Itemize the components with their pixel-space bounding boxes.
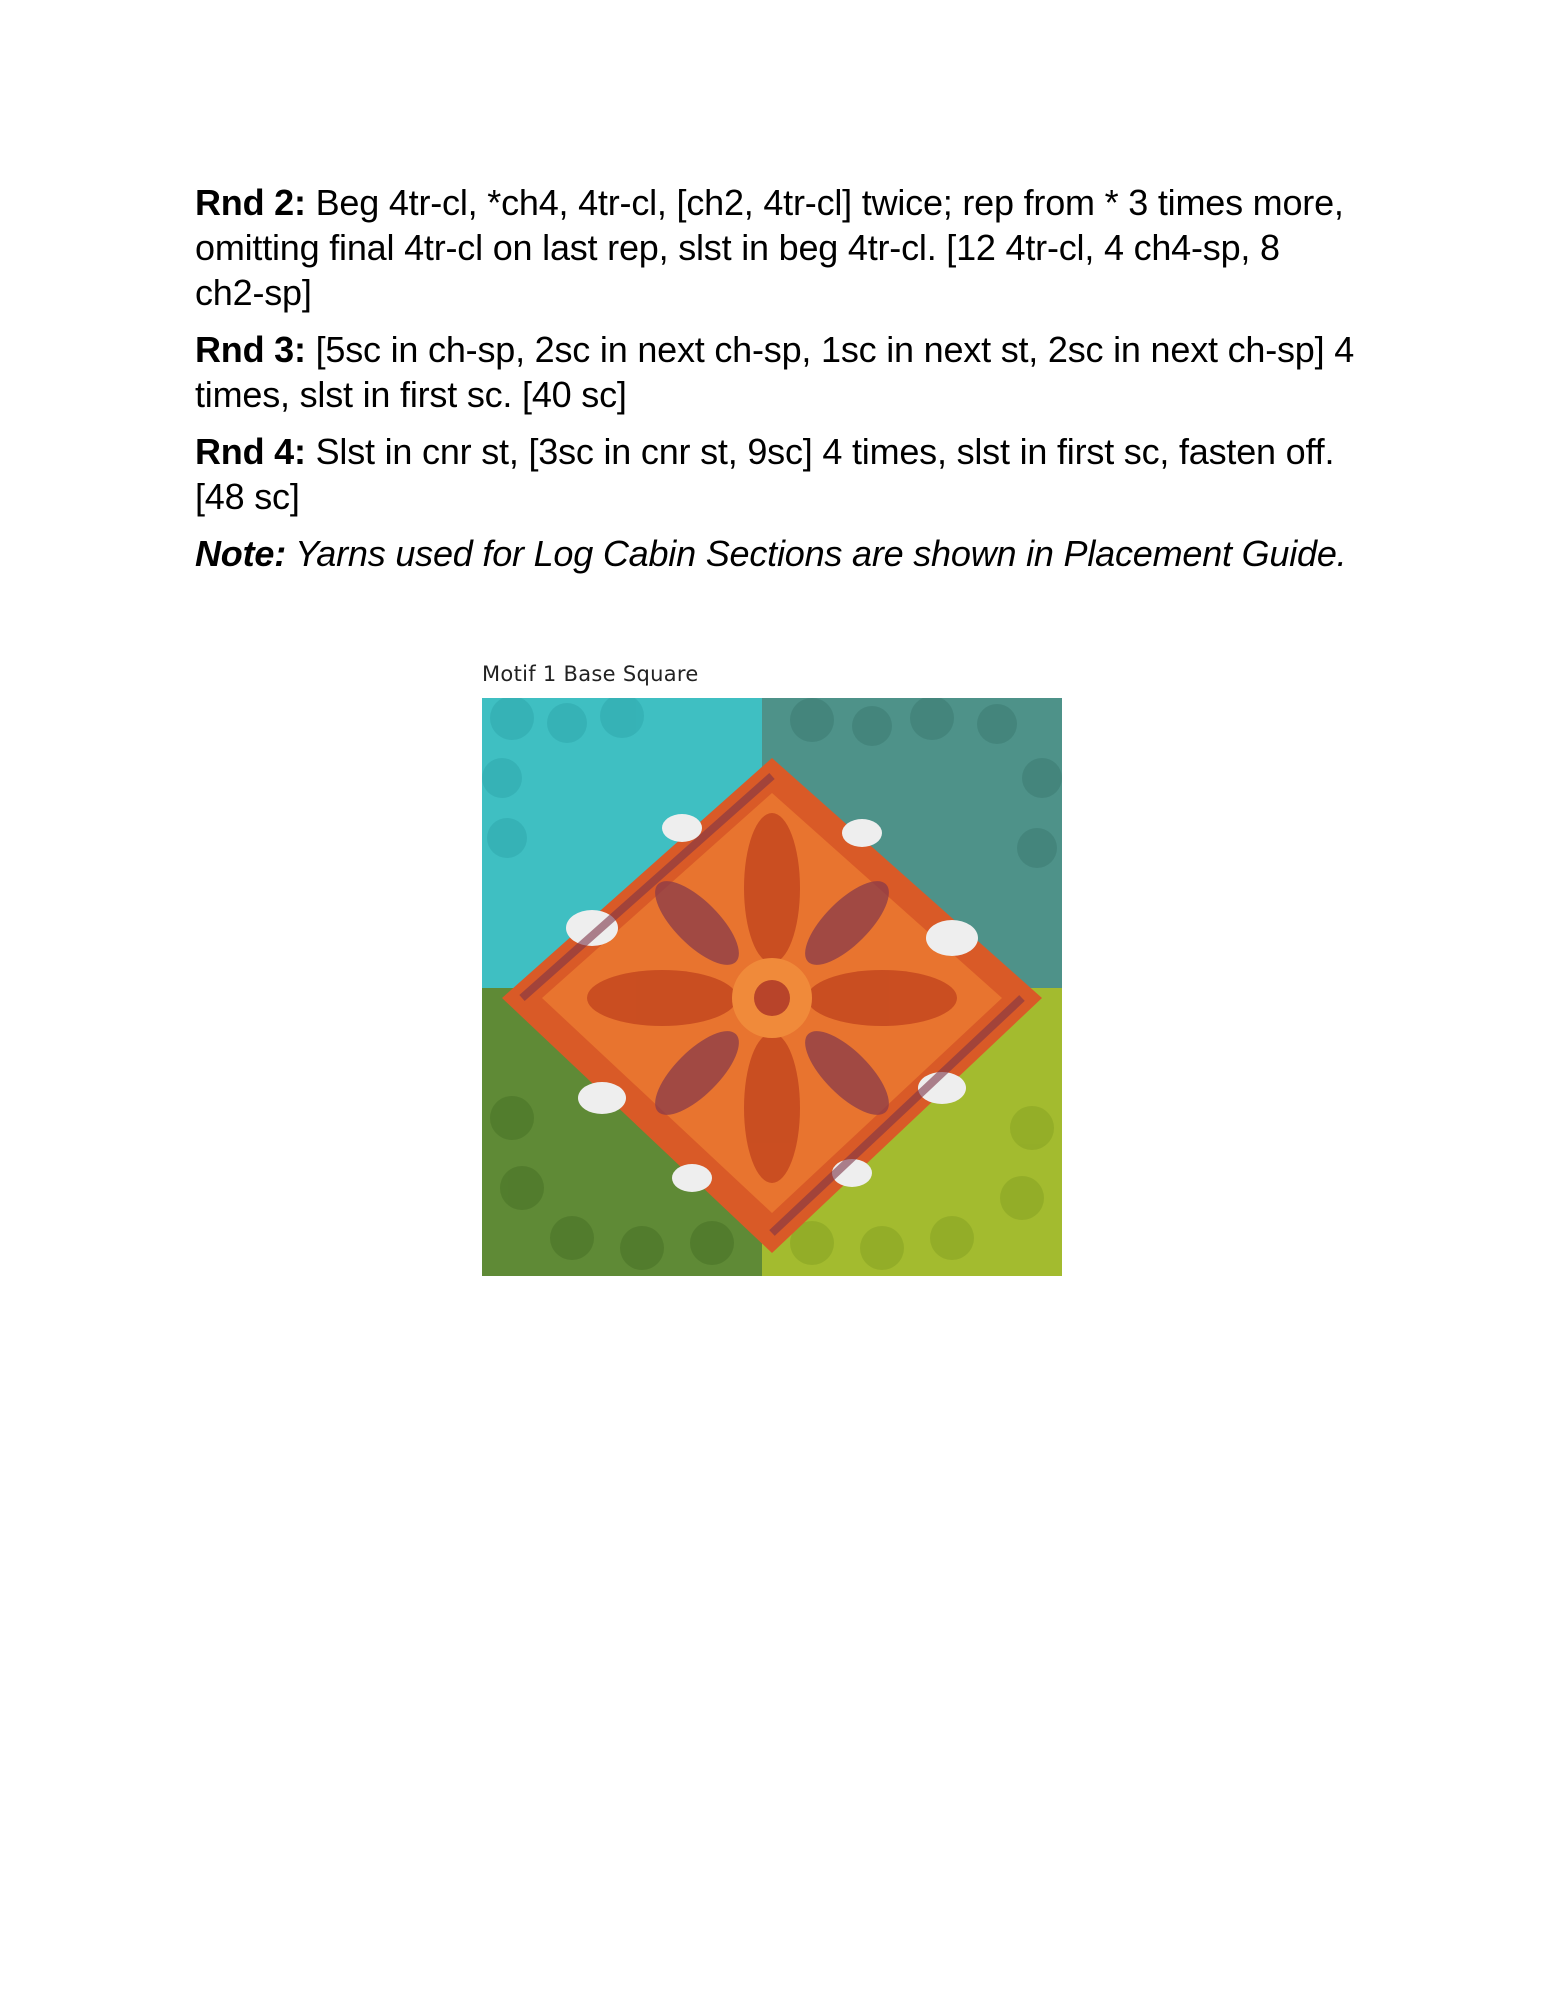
round-2-text: Beg 4tr-cl, *ch4, 4tr-cl, [ch2, 4tr-cl] twice; rep from * 3 times more, omitting final 4tr-cl on last rep, slst in beg 4tr-cl. [12 4tr-cl, 4 ch4-sp, 8 ch2-sp]	[195, 182, 1344, 313]
note-label: Note:	[195, 533, 286, 574]
instructions-block	[195, 180, 1355, 588]
figure-caption: Motif 1 Base Square	[482, 662, 699, 686]
motif-figure	[482, 660, 1062, 1276]
round-2-instruction	[195, 180, 1355, 315]
round-3-text: [5sc in ch-sp, 2sc in next ch-sp, 1sc in next st, 2sc in next ch-sp] 4 times, slst in first sc. [40 sc]	[195, 329, 1355, 415]
round-4-label: Rnd 4:	[195, 431, 306, 472]
round-3-instruction	[195, 327, 1355, 417]
round-3-label: Rnd 3:	[195, 329, 306, 370]
crochet-square-photo	[482, 698, 1062, 1276]
round-4-text: Slst in cnr st, [3sc in cnr st, 9sc] 4 times, slst in first sc, fasten off. [48 sc]	[195, 431, 1335, 517]
note-paragraph	[195, 531, 1355, 576]
round-4-instruction	[195, 429, 1355, 519]
round-2-label: Rnd 2:	[195, 182, 306, 223]
note-text: Yarns used for Log Cabin Sections are shown in Placement Guide.	[286, 533, 1347, 574]
